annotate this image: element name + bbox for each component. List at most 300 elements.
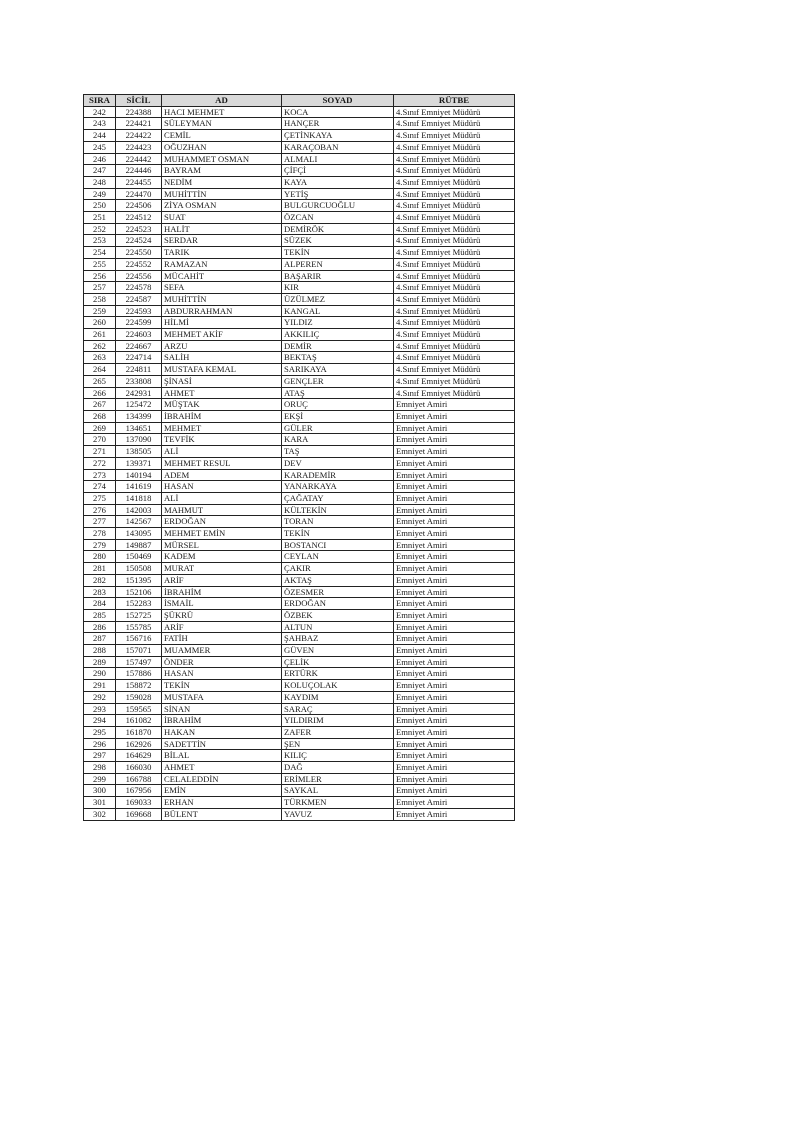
cell-sira: 245 bbox=[84, 141, 116, 153]
cell-soyad: ÖZESMER bbox=[282, 586, 394, 598]
cell-rutbe: Emniyet Amiri bbox=[394, 504, 515, 516]
table-row bbox=[84, 762, 515, 774]
cell-soyad: SÜZEK bbox=[282, 235, 394, 247]
cell-rutbe: Emniyet Amiri bbox=[394, 633, 515, 645]
cell-sicil: 137090 bbox=[116, 434, 162, 446]
cell-soyad: DEMİRÖK bbox=[282, 223, 394, 235]
cell-rutbe: Emniyet Amiri bbox=[394, 645, 515, 657]
cell-ad: ARİF bbox=[162, 574, 282, 586]
cell-rutbe: 4.Sınıf Emniyet Müdürü bbox=[394, 352, 515, 364]
cell-ad: ZİYA OSMAN bbox=[162, 200, 282, 212]
cell-rutbe: Emniyet Amiri bbox=[394, 668, 515, 680]
cell-soyad: YETİŞ bbox=[282, 188, 394, 200]
cell-rutbe: 4.Sınıf Emniyet Müdürü bbox=[394, 282, 515, 294]
cell-ad: FATİH bbox=[162, 633, 282, 645]
cell-rutbe: 4.Sınıf Emniyet Müdürü bbox=[394, 317, 515, 329]
cell-sicil: 166030 bbox=[116, 762, 162, 774]
cell-ad: İBRAHİM bbox=[162, 715, 282, 727]
cell-sicil: 152283 bbox=[116, 598, 162, 610]
cell-rutbe: Emniyet Amiri bbox=[394, 539, 515, 551]
cell-ad: İBRAHİM bbox=[162, 410, 282, 422]
cell-sira: 283 bbox=[84, 586, 116, 598]
table-row bbox=[84, 785, 515, 797]
cell-soyad: ÇETİNKAYA bbox=[282, 130, 394, 142]
cell-ad: HALİT bbox=[162, 223, 282, 235]
cell-soyad: KARAÇOBAN bbox=[282, 141, 394, 153]
cell-soyad: ZAFER bbox=[282, 726, 394, 738]
table-row bbox=[84, 481, 515, 493]
cell-ad: ŞÜKRÜ bbox=[162, 609, 282, 621]
table-row bbox=[84, 165, 515, 177]
table-row bbox=[84, 247, 515, 259]
cell-soyad: YANARKAYA bbox=[282, 481, 394, 493]
table-body bbox=[84, 106, 515, 820]
cell-sira: 292 bbox=[84, 691, 116, 703]
cell-rutbe: 4.Sınıf Emniyet Müdürü bbox=[394, 235, 515, 247]
cell-rutbe: 4.Sınıf Emniyet Müdürü bbox=[394, 305, 515, 317]
table-row bbox=[84, 797, 515, 809]
table-row bbox=[84, 656, 515, 668]
cell-sicil: 141818 bbox=[116, 492, 162, 504]
cell-ad: SÜLEYMAN bbox=[162, 118, 282, 130]
cell-sicil: 167956 bbox=[116, 785, 162, 797]
table-row bbox=[84, 621, 515, 633]
cell-sira: 274 bbox=[84, 481, 116, 493]
table-row bbox=[84, 586, 515, 598]
table-header bbox=[84, 95, 515, 107]
cell-sicil: 151395 bbox=[116, 574, 162, 586]
cell-sira: 279 bbox=[84, 539, 116, 551]
cell-ad: HASAN bbox=[162, 668, 282, 680]
cell-sicil: 159028 bbox=[116, 691, 162, 703]
cell-sira: 246 bbox=[84, 153, 116, 165]
cell-sira: 251 bbox=[84, 212, 116, 224]
cell-soyad: ORUÇ bbox=[282, 399, 394, 411]
cell-rutbe: Emniyet Amiri bbox=[394, 750, 515, 762]
cell-ad: HASAN bbox=[162, 481, 282, 493]
table-row bbox=[84, 703, 515, 715]
cell-soyad: KAYDIM bbox=[282, 691, 394, 703]
cell-ad: TEVFİK bbox=[162, 434, 282, 446]
cell-soyad: ALTUN bbox=[282, 621, 394, 633]
cell-ad: HAKAN bbox=[162, 726, 282, 738]
cell-sicil: 161082 bbox=[116, 715, 162, 727]
cell-rutbe: Emniyet Amiri bbox=[394, 446, 515, 458]
cell-soyad: KOLUÇOLAK bbox=[282, 680, 394, 692]
cell-sira: 291 bbox=[84, 680, 116, 692]
cell-rutbe: Emniyet Amiri bbox=[394, 422, 515, 434]
cell-sira: 264 bbox=[84, 364, 116, 376]
cell-rutbe: 4.Sınıf Emniyet Müdürü bbox=[394, 141, 515, 153]
cell-sira: 242 bbox=[84, 106, 116, 118]
cell-rutbe: Emniyet Amiri bbox=[394, 691, 515, 703]
cell-ad: MÜŞTAK bbox=[162, 399, 282, 411]
cell-ad: MÜRSEL bbox=[162, 539, 282, 551]
cell-ad: MÜCAHİT bbox=[162, 270, 282, 282]
table-row bbox=[84, 317, 515, 329]
cell-soyad: DAĞ bbox=[282, 762, 394, 774]
cell-sicil: 155785 bbox=[116, 621, 162, 633]
header-soyad: SOYAD bbox=[282, 95, 394, 107]
cell-ad: SİNAN bbox=[162, 703, 282, 715]
cell-ad: OĞUZHAN bbox=[162, 141, 282, 153]
table-row bbox=[84, 691, 515, 703]
cell-rutbe: 4.Sınıf Emniyet Müdürü bbox=[394, 223, 515, 235]
cell-ad: BAYRAM bbox=[162, 165, 282, 177]
cell-rutbe: Emniyet Amiri bbox=[394, 399, 515, 411]
cell-sicil: 224455 bbox=[116, 176, 162, 188]
cell-rutbe: 4.Sınıf Emniyet Müdürü bbox=[394, 340, 515, 352]
cell-sicil: 224512 bbox=[116, 212, 162, 224]
cell-ad: MUAMMER bbox=[162, 645, 282, 657]
cell-soyad: KIR bbox=[282, 282, 394, 294]
cell-soyad: BEKTAŞ bbox=[282, 352, 394, 364]
cell-rutbe: Emniyet Amiri bbox=[394, 574, 515, 586]
cell-sicil: 158872 bbox=[116, 680, 162, 692]
cell-rutbe: 4.Sınıf Emniyet Müdürü bbox=[394, 200, 515, 212]
cell-soyad: KARA bbox=[282, 434, 394, 446]
cell-soyad: SARIKAYA bbox=[282, 364, 394, 376]
table-row bbox=[84, 130, 515, 142]
cell-rutbe: Emniyet Amiri bbox=[394, 528, 515, 540]
cell-soyad: KAYA bbox=[282, 176, 394, 188]
cell-sicil: 224388 bbox=[116, 106, 162, 118]
cell-soyad: ÜZÜLMEZ bbox=[282, 293, 394, 305]
cell-rutbe: Emniyet Amiri bbox=[394, 680, 515, 692]
cell-ad: SEFA bbox=[162, 282, 282, 294]
cell-ad: AHMET bbox=[162, 387, 282, 399]
cell-ad: MEHMET bbox=[162, 422, 282, 434]
cell-sira: 257 bbox=[84, 282, 116, 294]
cell-sicil: 224587 bbox=[116, 293, 162, 305]
cell-rutbe: Emniyet Amiri bbox=[394, 726, 515, 738]
cell-sicil: 164629 bbox=[116, 750, 162, 762]
cell-soyad: BAŞARIR bbox=[282, 270, 394, 282]
cell-sira: 271 bbox=[84, 446, 116, 458]
cell-sira: 296 bbox=[84, 738, 116, 750]
table-row bbox=[84, 106, 515, 118]
cell-sira: 289 bbox=[84, 656, 116, 668]
cell-ad: MUSTAFA bbox=[162, 691, 282, 703]
cell-sicil: 141619 bbox=[116, 481, 162, 493]
cell-sicil: 233808 bbox=[116, 375, 162, 387]
cell-ad: MURAT bbox=[162, 563, 282, 575]
cell-sicil: 143095 bbox=[116, 528, 162, 540]
table-row bbox=[84, 492, 515, 504]
cell-sira: 285 bbox=[84, 609, 116, 621]
cell-ad: BÜLENT bbox=[162, 808, 282, 820]
cell-sicil: 224524 bbox=[116, 235, 162, 247]
cell-sira: 276 bbox=[84, 504, 116, 516]
cell-rutbe: Emniyet Amiri bbox=[394, 469, 515, 481]
cell-soyad: YILDIRIM bbox=[282, 715, 394, 727]
cell-ad: TEKİN bbox=[162, 680, 282, 692]
cell-soyad: ÇAĞATAY bbox=[282, 492, 394, 504]
cell-ad: ABDURRAHMAN bbox=[162, 305, 282, 317]
cell-soyad: ERTÜRK bbox=[282, 668, 394, 680]
cell-rutbe: Emniyet Amiri bbox=[394, 598, 515, 610]
cell-sicil: 134399 bbox=[116, 410, 162, 422]
cell-rutbe: Emniyet Amiri bbox=[394, 563, 515, 575]
cell-sicil: 142567 bbox=[116, 516, 162, 528]
table-row bbox=[84, 282, 515, 294]
cell-rutbe: Emniyet Amiri bbox=[394, 715, 515, 727]
cell-sicil: 224421 bbox=[116, 118, 162, 130]
cell-rutbe: 4.Sınıf Emniyet Müdürü bbox=[394, 153, 515, 165]
table-row bbox=[84, 176, 515, 188]
cell-ad: ADEM bbox=[162, 469, 282, 481]
cell-sicil: 224599 bbox=[116, 317, 162, 329]
cell-sira: 248 bbox=[84, 176, 116, 188]
cell-sicil: 224470 bbox=[116, 188, 162, 200]
table-row bbox=[84, 375, 515, 387]
table-row bbox=[84, 563, 515, 575]
cell-ad: SADETTİN bbox=[162, 738, 282, 750]
table-row bbox=[84, 235, 515, 247]
cell-rutbe: 4.Sınıf Emniyet Müdürü bbox=[394, 130, 515, 142]
table-row bbox=[84, 223, 515, 235]
table-row bbox=[84, 715, 515, 727]
table-row bbox=[84, 551, 515, 563]
cell-soyad: KILIÇ bbox=[282, 750, 394, 762]
cell-ad: HACI MEHMET bbox=[162, 106, 282, 118]
table-row bbox=[84, 410, 515, 422]
cell-ad: AHMET bbox=[162, 762, 282, 774]
table-row bbox=[84, 504, 515, 516]
table-row bbox=[84, 153, 515, 165]
table-row bbox=[84, 387, 515, 399]
cell-sicil: 138505 bbox=[116, 446, 162, 458]
cell-soyad: SAYKAL bbox=[282, 785, 394, 797]
table-row bbox=[84, 329, 515, 341]
cell-rutbe: Emniyet Amiri bbox=[394, 457, 515, 469]
cell-rutbe: 4.Sınıf Emniyet Müdürü bbox=[394, 106, 515, 118]
cell-rutbe: Emniyet Amiri bbox=[394, 481, 515, 493]
cell-soyad: GÜVEN bbox=[282, 645, 394, 657]
cell-ad: SUAT bbox=[162, 212, 282, 224]
cell-sicil: 224714 bbox=[116, 352, 162, 364]
cell-sira: 282 bbox=[84, 574, 116, 586]
cell-ad: MUHİTTİN bbox=[162, 293, 282, 305]
cell-rutbe: Emniyet Amiri bbox=[394, 492, 515, 504]
cell-rutbe: 4.Sınıf Emniyet Müdürü bbox=[394, 387, 515, 399]
cell-sira: 261 bbox=[84, 329, 116, 341]
table-row bbox=[84, 680, 515, 692]
cell-sira: 290 bbox=[84, 668, 116, 680]
table-row bbox=[84, 293, 515, 305]
header-rutbe: RÜTBE bbox=[394, 95, 515, 107]
cell-sira: 252 bbox=[84, 223, 116, 235]
cell-ad: RAMAZAN bbox=[162, 258, 282, 270]
cell-sicil: 224550 bbox=[116, 247, 162, 259]
cell-soyad: EKŞİ bbox=[282, 410, 394, 422]
table-row bbox=[84, 668, 515, 680]
cell-ad: EMİN bbox=[162, 785, 282, 797]
cell-sicil: 224603 bbox=[116, 329, 162, 341]
header-sira: SIRA bbox=[84, 95, 116, 107]
cell-rutbe: Emniyet Amiri bbox=[394, 551, 515, 563]
table-row bbox=[84, 645, 515, 657]
cell-soyad: YILDIZ bbox=[282, 317, 394, 329]
cell-soyad: KARADEMİR bbox=[282, 469, 394, 481]
cell-ad: MAHMUT bbox=[162, 504, 282, 516]
cell-sicil: 140194 bbox=[116, 469, 162, 481]
cell-soyad: ERDOĞAN bbox=[282, 598, 394, 610]
cell-rutbe: 4.Sınıf Emniyet Müdürü bbox=[394, 247, 515, 259]
cell-rutbe: 4.Sınıf Emniyet Müdürü bbox=[394, 329, 515, 341]
cell-sira: 280 bbox=[84, 551, 116, 563]
table-row bbox=[84, 200, 515, 212]
cell-sicil: 149887 bbox=[116, 539, 162, 551]
cell-sira: 284 bbox=[84, 598, 116, 610]
cell-soyad: KANGAL bbox=[282, 305, 394, 317]
cell-rutbe: Emniyet Amiri bbox=[394, 434, 515, 446]
table-row bbox=[84, 726, 515, 738]
table-row bbox=[84, 399, 515, 411]
cell-sira: 277 bbox=[84, 516, 116, 528]
cell-sicil: 152725 bbox=[116, 609, 162, 621]
cell-rutbe: 4.Sınıf Emniyet Müdürü bbox=[394, 270, 515, 282]
cell-sira: 244 bbox=[84, 130, 116, 142]
cell-sicil: 166788 bbox=[116, 773, 162, 785]
cell-sira: 243 bbox=[84, 118, 116, 130]
table-row bbox=[84, 539, 515, 551]
cell-sicil: 139371 bbox=[116, 457, 162, 469]
cell-ad: TARIK bbox=[162, 247, 282, 259]
cell-sicil: 224422 bbox=[116, 130, 162, 142]
table-row bbox=[84, 633, 515, 645]
cell-soyad: TEKİN bbox=[282, 247, 394, 259]
cell-sira: 270 bbox=[84, 434, 116, 446]
cell-rutbe: 4.Sınıf Emniyet Müdürü bbox=[394, 212, 515, 224]
cell-rutbe: Emniyet Amiri bbox=[394, 797, 515, 809]
cell-soyad: ŞEN bbox=[282, 738, 394, 750]
table-row bbox=[84, 446, 515, 458]
cell-soyad: TAŞ bbox=[282, 446, 394, 458]
cell-soyad: GENÇLER bbox=[282, 375, 394, 387]
cell-sira: 268 bbox=[84, 410, 116, 422]
cell-rutbe: 4.Sınıf Emniyet Müdürü bbox=[394, 188, 515, 200]
cell-sira: 299 bbox=[84, 773, 116, 785]
cell-sira: 254 bbox=[84, 247, 116, 259]
cell-soyad: BOSTANCI bbox=[282, 539, 394, 551]
cell-rutbe: Emniyet Amiri bbox=[394, 762, 515, 774]
cell-rutbe: 4.Sınıf Emniyet Müdürü bbox=[394, 176, 515, 188]
cell-rutbe: 4.Sınıf Emniyet Müdürü bbox=[394, 293, 515, 305]
cell-ad: İSMAİL bbox=[162, 598, 282, 610]
cell-rutbe: Emniyet Amiri bbox=[394, 410, 515, 422]
cell-sira: 275 bbox=[84, 492, 116, 504]
cell-ad: İBRAHİM bbox=[162, 586, 282, 598]
table-row bbox=[84, 340, 515, 352]
cell-ad: CEMİL bbox=[162, 130, 282, 142]
cell-sira: 297 bbox=[84, 750, 116, 762]
cell-sira: 253 bbox=[84, 235, 116, 247]
cell-sicil: 134651 bbox=[116, 422, 162, 434]
cell-sicil: 169668 bbox=[116, 808, 162, 820]
cell-ad: BİLAL bbox=[162, 750, 282, 762]
cell-sicil: 159565 bbox=[116, 703, 162, 715]
cell-sicil: 150469 bbox=[116, 551, 162, 563]
cell-rutbe: Emniyet Amiri bbox=[394, 738, 515, 750]
cell-soyad: TORAN bbox=[282, 516, 394, 528]
cell-sira: 298 bbox=[84, 762, 116, 774]
cell-soyad: ALMALI bbox=[282, 153, 394, 165]
cell-rutbe: Emniyet Amiri bbox=[394, 516, 515, 528]
table-row bbox=[84, 528, 515, 540]
cell-rutbe: Emniyet Amiri bbox=[394, 773, 515, 785]
table-row bbox=[84, 609, 515, 621]
table-row bbox=[84, 598, 515, 610]
cell-sira: 250 bbox=[84, 200, 116, 212]
cell-sira: 302 bbox=[84, 808, 116, 820]
cell-soyad: TÜRKMEN bbox=[282, 797, 394, 809]
cell-sicil: 156716 bbox=[116, 633, 162, 645]
cell-soyad: ALPEREN bbox=[282, 258, 394, 270]
header-row bbox=[84, 95, 515, 107]
cell-sira: 295 bbox=[84, 726, 116, 738]
cell-ad: ARZU bbox=[162, 340, 282, 352]
cell-sira: 273 bbox=[84, 469, 116, 481]
cell-soyad: YAVUZ bbox=[282, 808, 394, 820]
cell-ad: ERHAN bbox=[162, 797, 282, 809]
table-row bbox=[84, 422, 515, 434]
cell-sira: 278 bbox=[84, 528, 116, 540]
table-row bbox=[84, 773, 515, 785]
table-row bbox=[84, 270, 515, 282]
cell-sira: 267 bbox=[84, 399, 116, 411]
cell-sira: 266 bbox=[84, 387, 116, 399]
header-sicil: SİCİL bbox=[116, 95, 162, 107]
cell-soyad: AKTAŞ bbox=[282, 574, 394, 586]
cell-ad: SALİH bbox=[162, 352, 282, 364]
cell-rutbe: Emniyet Amiri bbox=[394, 586, 515, 598]
cell-sicil: 142003 bbox=[116, 504, 162, 516]
table-row bbox=[84, 738, 515, 750]
table-row bbox=[84, 258, 515, 270]
cell-sira: 247 bbox=[84, 165, 116, 177]
cell-soyad: KOCA bbox=[282, 106, 394, 118]
cell-sira: 281 bbox=[84, 563, 116, 575]
cell-sicil: 224552 bbox=[116, 258, 162, 270]
cell-soyad: ÖZBEK bbox=[282, 609, 394, 621]
cell-sicil: 162926 bbox=[116, 738, 162, 750]
cell-sira: 269 bbox=[84, 422, 116, 434]
table-row bbox=[84, 188, 515, 200]
cell-sira: 287 bbox=[84, 633, 116, 645]
cell-sicil: 224506 bbox=[116, 200, 162, 212]
cell-sicil: 150508 bbox=[116, 563, 162, 575]
cell-rutbe: 4.Sınıf Emniyet Müdürü bbox=[394, 165, 515, 177]
cell-sicil: 125472 bbox=[116, 399, 162, 411]
table-row bbox=[84, 574, 515, 586]
cell-sira: 293 bbox=[84, 703, 116, 715]
cell-soyad: ÇELİK bbox=[282, 656, 394, 668]
cell-sicil: 157071 bbox=[116, 645, 162, 657]
table-row bbox=[84, 118, 515, 130]
cell-ad: ÖNDER bbox=[162, 656, 282, 668]
cell-ad: HİLMİ bbox=[162, 317, 282, 329]
cell-sicil: 224442 bbox=[116, 153, 162, 165]
cell-sira: 272 bbox=[84, 457, 116, 469]
cell-sicil: 169033 bbox=[116, 797, 162, 809]
cell-ad: ARİF bbox=[162, 621, 282, 633]
table-row bbox=[84, 141, 515, 153]
cell-sicil: 224446 bbox=[116, 165, 162, 177]
cell-soyad: ÇAKIR bbox=[282, 563, 394, 575]
cell-sira: 256 bbox=[84, 270, 116, 282]
cell-ad: CELALEDDİN bbox=[162, 773, 282, 785]
